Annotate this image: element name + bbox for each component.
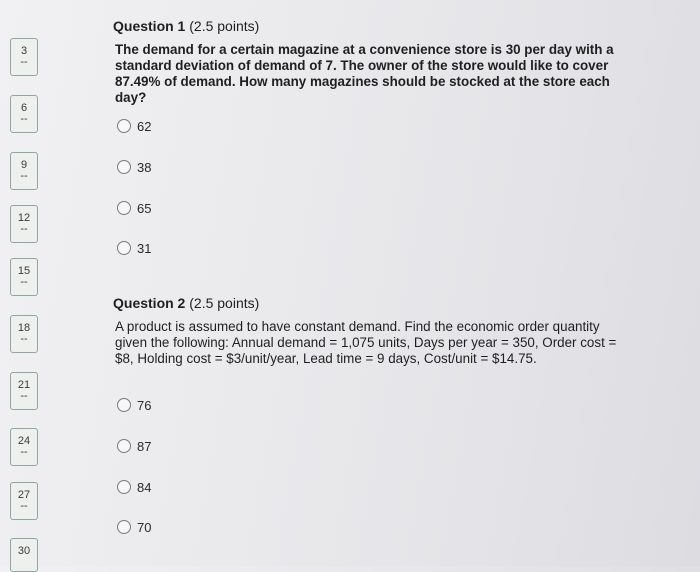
nav-status: -- bbox=[20, 223, 28, 235]
nav-number: 15 bbox=[17, 265, 31, 277]
radio-button[interactable] bbox=[117, 520, 131, 534]
radio-button[interactable] bbox=[117, 119, 131, 133]
answer-option[interactable] bbox=[117, 117, 151, 135]
nav-status: -- bbox=[20, 390, 28, 402]
nav-status: -- bbox=[20, 333, 28, 345]
question-points: (2.5 points) bbox=[189, 295, 260, 311]
question-title: Question 2 bbox=[113, 295, 186, 311]
nav-status: -- bbox=[20, 500, 28, 512]
nav-status: -- bbox=[20, 170, 28, 182]
nav-status: -- bbox=[20, 446, 28, 458]
answer-label: 70 bbox=[137, 519, 152, 535]
answer-label: 31 bbox=[137, 240, 152, 256]
nav-question-3[interactable] bbox=[10, 38, 38, 76]
question-text: A product is assumed to have constant demand. Find the economic order quantity given the following: Annual demand = 1,075 units, Days per year = 350, Order cost = $8, Holding cost = $3/unit/year, Lead time = 9 days, Cost/unit = $14.75. bbox=[115, 319, 617, 366]
answer-label: 38 bbox=[137, 159, 152, 175]
nav-number: 3 bbox=[20, 45, 28, 57]
nav-number: 6 bbox=[20, 102, 28, 114]
question-points: (2.5 points) bbox=[189, 18, 260, 34]
answer-label: 84 bbox=[137, 479, 152, 495]
answer-option[interactable] bbox=[117, 396, 151, 414]
nav-number: 27 bbox=[17, 489, 31, 501]
radio-button[interactable] bbox=[117, 439, 131, 453]
question-heading bbox=[113, 295, 633, 311]
answer-option[interactable] bbox=[117, 478, 151, 496]
nav-number: 12 bbox=[17, 212, 31, 224]
nav-number: 30 bbox=[17, 545, 31, 557]
answer-label: 76 bbox=[137, 397, 152, 413]
nav-status: -- bbox=[20, 56, 28, 68]
nav-number: 9 bbox=[20, 159, 28, 171]
nav-question-15[interactable] bbox=[10, 258, 38, 296]
question-2 bbox=[113, 295, 633, 367]
answer-label: 62 bbox=[137, 118, 152, 134]
radio-button[interactable] bbox=[117, 480, 131, 494]
nav-number: 21 bbox=[17, 379, 31, 391]
nav-number: 24 bbox=[17, 435, 31, 447]
nav-question-27[interactable] bbox=[10, 482, 38, 520]
nav-question-6[interactable] bbox=[10, 95, 38, 133]
radio-button[interactable] bbox=[117, 201, 131, 215]
answer-option[interactable] bbox=[117, 518, 151, 536]
question-text: The demand for a certain magazine at a convenience store is 30 per day with a standard deviation of demand of 7. The owner of the store would like to cover 87.49% of demand. How many magazines should be stocked at the store each day? bbox=[115, 42, 614, 105]
answer-option[interactable] bbox=[117, 239, 151, 257]
question-navigator bbox=[0, 0, 60, 566]
radio-button[interactable] bbox=[117, 241, 131, 255]
nav-question-18[interactable] bbox=[10, 315, 38, 353]
question-1 bbox=[113, 18, 643, 106]
nav-question-30[interactable] bbox=[10, 538, 38, 572]
nav-number: 18 bbox=[17, 322, 31, 334]
answer-label: 65 bbox=[137, 200, 152, 216]
nav-status: -- bbox=[20, 113, 28, 125]
answer-option[interactable] bbox=[117, 158, 151, 176]
question-title: Question 1 bbox=[113, 18, 186, 34]
radio-button[interactable] bbox=[117, 398, 131, 412]
nav-question-9[interactable] bbox=[10, 152, 38, 190]
answer-option[interactable] bbox=[117, 437, 151, 455]
answer-label: 87 bbox=[137, 438, 152, 454]
question-heading bbox=[113, 18, 643, 34]
nav-status: -- bbox=[20, 276, 28, 288]
answer-option[interactable] bbox=[117, 199, 151, 217]
nav-question-12[interactable] bbox=[10, 205, 38, 243]
radio-button[interactable] bbox=[117, 160, 131, 174]
nav-question-24[interactable] bbox=[10, 428, 38, 466]
nav-question-21[interactable] bbox=[10, 372, 38, 410]
